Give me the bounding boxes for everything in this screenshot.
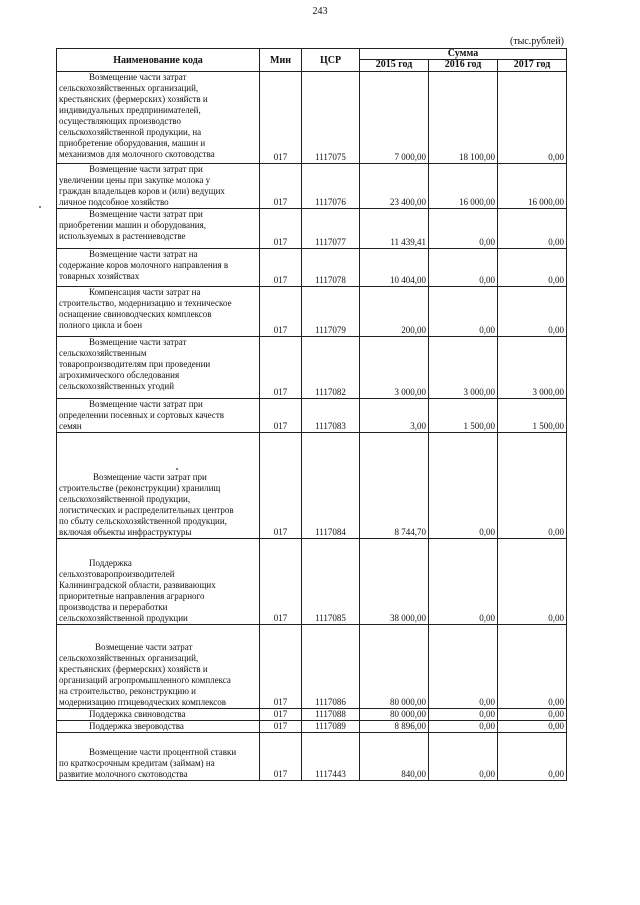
table-row — [57, 709, 567, 721]
header-2017: 2017 год — [498, 59, 567, 71]
row-name: Компенсация части затрат на строительство, модернизацию и техническое оснащение свиноводческих комплексов полного цикла и боен — [57, 287, 260, 337]
row-2015: 3 000,00 — [360, 337, 429, 399]
row-2017: 0,00 — [498, 433, 567, 539]
table-row — [57, 733, 567, 781]
row-csr: 1117085 — [302, 539, 360, 625]
row-2017: 0,00 — [498, 733, 567, 781]
row-2017: 1 500,00 — [498, 399, 567, 433]
row-2017: 16 000,00 — [498, 164, 567, 209]
row-2015: 23 400,00 — [360, 164, 429, 209]
page-number: 243 — [312, 6, 328, 17]
row-csr: 1117077 — [302, 209, 360, 249]
row-min: 017 — [260, 287, 302, 337]
table-row — [57, 625, 567, 709]
row-2015: 10 404,00 — [360, 249, 429, 287]
row-csr: 1117088 — [302, 709, 360, 721]
header-min: Мин — [260, 49, 302, 72]
header-sum: Сумма — [360, 49, 567, 60]
budget-table — [56, 48, 567, 781]
row-2017: 0,00 — [498, 209, 567, 249]
row-min: 017 — [260, 721, 302, 733]
row-csr: 1117443 — [302, 733, 360, 781]
row-2017: 0,00 — [498, 625, 567, 709]
row-name: Возмещение части затрат при увеличении цены при закупке молока у граждан владельцев коров и (или) ведущих личное подсобное хозяйство — [57, 164, 260, 209]
table-row — [57, 209, 567, 249]
row-2015: 200,00 — [360, 287, 429, 337]
header-2016: 2016 год — [429, 59, 498, 71]
row-2015: 3,00 — [360, 399, 429, 433]
row-2015: 7 000,00 — [360, 72, 429, 164]
row-csr: 1117075 — [302, 72, 360, 164]
row-2016: 3 000,00 — [429, 337, 498, 399]
row-2016: 0,00 — [429, 433, 498, 539]
row-name: Поддержка свиноводства — [57, 709, 260, 721]
row-name: Возмещение части затрат при приобретении машин и оборудования, используемых в растениеводстве — [57, 209, 260, 249]
row-name: Возмещение части затрат на содержание коров молочного направления в товарных хозяйствах — [57, 249, 260, 287]
row-min: 017 — [260, 625, 302, 709]
row-2015: 8 896,00 — [360, 721, 429, 733]
row-2015: 11 439,41 — [360, 209, 429, 249]
row-csr: 1117078 — [302, 249, 360, 287]
row-csr: 1117079 — [302, 287, 360, 337]
header-csr: ЦСР — [302, 49, 360, 72]
row-2016: 0,00 — [429, 709, 498, 721]
row-min: 017 — [260, 433, 302, 539]
row-2017: 3 000,00 — [498, 337, 567, 399]
table-body — [57, 72, 567, 781]
row-min: 017 — [260, 72, 302, 164]
row-name: Возмещение части затрат сельскохозяйственных организаций, крестьянских (фермерских) хозяйств и индивидуальных предпринимателей, осуществляющих производство сельскохозяйственной продукции, на приобретение оборудования, машин и механизмов для молочного скотоводства — [57, 72, 260, 164]
row-csr: 1117076 — [302, 164, 360, 209]
row-2017: 0,00 — [498, 721, 567, 733]
row-2016: 0,00 — [429, 721, 498, 733]
row-name: Возмещение части затрат при строительстве (реконструкции) хранилищ сельскохозяйственной продукции, логистических и распределительных центров по сбыту сельскохозяйственной продукции, включая объекты инфраструктуры — [57, 433, 260, 539]
table-row — [57, 539, 567, 625]
row-name: Возмещение части затрат сельскохозяйственным товаропроизводителям при проведении агрохимического обследования сельскохозяйственных угодий — [57, 337, 260, 399]
row-min: 017 — [260, 709, 302, 721]
row-csr: 1117082 — [302, 337, 360, 399]
row-2016: 0,00 — [429, 733, 498, 781]
scan-speck — [39, 206, 41, 208]
table-row — [57, 249, 567, 287]
row-csr: 1117089 — [302, 721, 360, 733]
row-2016: 18 100,00 — [429, 72, 498, 164]
row-name: Возмещение части процентной ставки по краткосрочным кредитам (займам) на развитие молочного скотоводства — [57, 733, 260, 781]
row-2015: 80 000,00 — [360, 709, 429, 721]
row-min: 017 — [260, 209, 302, 249]
row-2016: 16 000,00 — [429, 164, 498, 209]
row-2017: 0,00 — [498, 709, 567, 721]
row-name: Возмещение части затрат при определении посевных и сортовых качеств семян — [57, 399, 260, 433]
table-row — [57, 399, 567, 433]
row-2015: 80 000,00 — [360, 625, 429, 709]
header-name: Наименование кода — [57, 49, 260, 72]
row-csr: 1117084 — [302, 433, 360, 539]
row-2016: 0,00 — [429, 249, 498, 287]
row-2017: 0,00 — [498, 249, 567, 287]
row-name: Возмещение части затрат сельскохозяйственных организаций, крестьянских (фермерских) хозяйств и организаций агропромышленного комплекса на строительство, реконструкцию и модернизацию птицеводческих комплексов — [57, 625, 260, 709]
row-2015: 840,00 — [360, 733, 429, 781]
row-2016: 0,00 — [429, 209, 498, 249]
row-2016: 1 500,00 — [429, 399, 498, 433]
row-2017: 0,00 — [498, 72, 567, 164]
row-min: 017 — [260, 249, 302, 287]
row-min: 017 — [260, 337, 302, 399]
row-csr: 1117083 — [302, 399, 360, 433]
row-min: 017 — [260, 539, 302, 625]
row-min: 017 — [260, 164, 302, 209]
row-2016: 0,00 — [429, 287, 498, 337]
row-csr: 1117086 — [302, 625, 360, 709]
row-2017: 0,00 — [498, 539, 567, 625]
row-name: Поддержка звероводства — [57, 721, 260, 733]
row-2016: 0,00 — [429, 539, 498, 625]
table-row — [57, 287, 567, 337]
row-min: 017 — [260, 733, 302, 781]
row-2015: 38 000,00 — [360, 539, 429, 625]
table-row — [57, 337, 567, 399]
row-2015: 8 744,70 — [360, 433, 429, 539]
row-2017: 0,00 — [498, 287, 567, 337]
units-label: (тыс.рублей) — [509, 36, 564, 47]
header-2015: 2015 год — [360, 59, 429, 71]
row-min: 017 — [260, 399, 302, 433]
scan-speck — [176, 468, 178, 470]
table-row — [57, 164, 567, 209]
row-2016: 0,00 — [429, 625, 498, 709]
row-name: Поддержка сельхозтоваропроизводителей Калининградской области, развивающих приоритетные направления аграрного производства и переработки сельскохозяйственной продукции — [57, 539, 260, 625]
table-row — [57, 72, 567, 164]
table-row — [57, 433, 567, 539]
table-row — [57, 721, 567, 733]
